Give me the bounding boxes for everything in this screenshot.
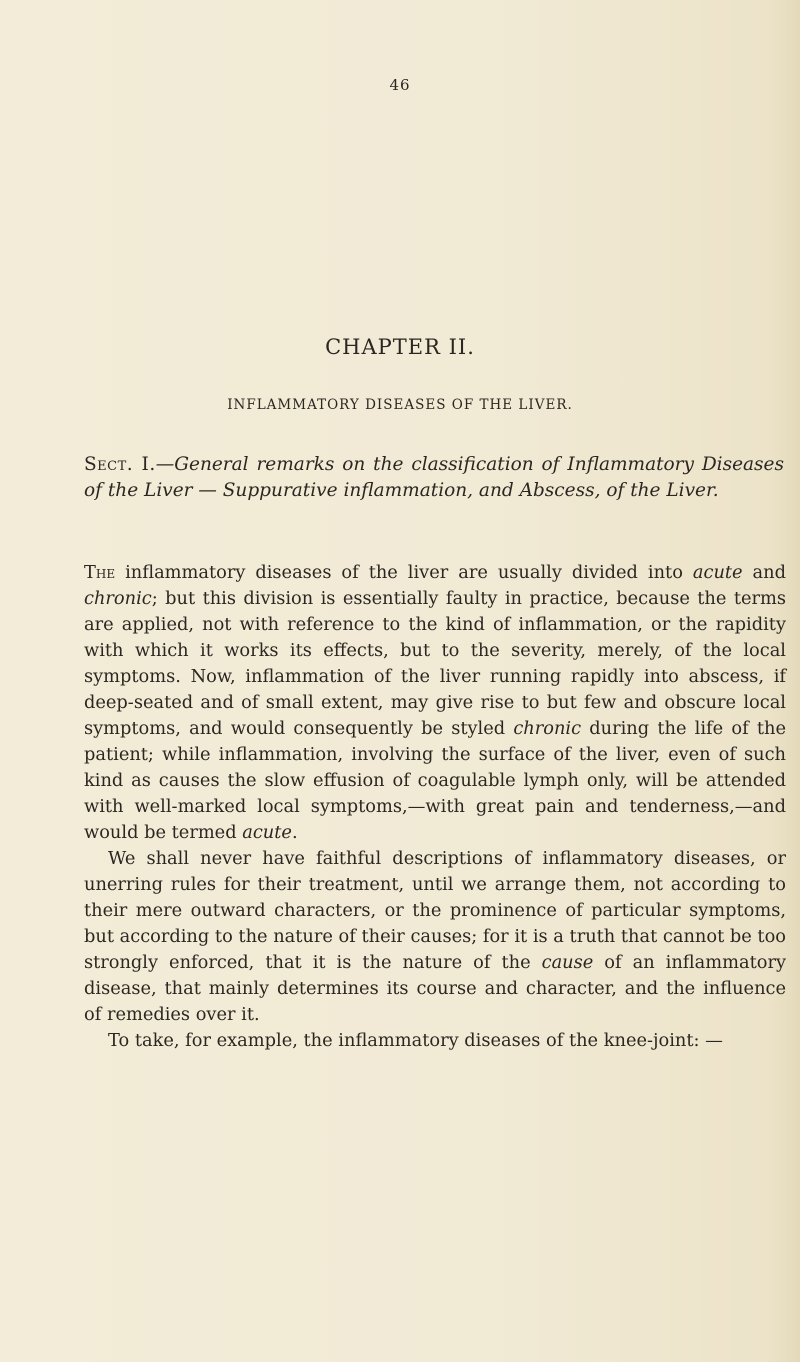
text-run: inflammatory diseases of the liver are usually divided into	[115, 562, 693, 583]
italic-run: chronic	[513, 718, 582, 739]
body-text	[84, 560, 786, 1054]
page-number: 46	[389, 76, 411, 94]
italic-run: cause	[541, 952, 594, 973]
text-run: and	[742, 562, 786, 583]
section-heading	[84, 452, 784, 504]
italic-run: acute	[242, 822, 292, 843]
text-run: We shall never have faithful descriptions of inflammatory diseases, or unerring rules for their treatment, until we arrange them, not according to their mere outward characters, or the prominence of particular symptoms, but according to the nature of their causes; for it is a truth that cannot be too strongly enforced, that it is the nature of the	[84, 848, 786, 973]
text-run: ; but this division is essentially faulty in practice, because the terms are applied, not with reference to the kind of inflammation, or the rapidity with which it works its effects, but to the severity, merely, of the local symptoms. Now, inflammation of the liver running rapidly into abscess, if deep-seated and of small extent, may give rise to but few and obscure local symptoms, and would consequently be styled	[84, 588, 786, 739]
text-run: .	[291, 822, 298, 843]
lead-word: The	[84, 562, 116, 583]
paragraph-1	[84, 560, 786, 846]
chapter-subtitle: INFLAMMATORY DISEASES OF THE LIVER.	[227, 397, 573, 413]
italic-run: chronic	[84, 588, 152, 609]
section-dash: —	[155, 454, 175, 475]
paragraph-2	[84, 846, 786, 1028]
text-run: To take, for example, the inflammatory diseases of the knee-joint: —	[108, 1030, 723, 1051]
text-run: during the life of the patient; while inflammation, involving the surface of the liver, even of such kind as causes the slow effusion of coagulable lymph only, will be attended with well-marked local symptoms,—with great pain and tenderness,—and would be termed	[84, 718, 786, 843]
text-run: of an inflammatory disease, that mainly determines its course and character, and the influence of remedies over it.	[84, 952, 786, 1025]
section-title: General remarks on the classification of Inflammatory Diseases of the Liver — Suppurative inflammation, and Abscess, of the Liver.	[84, 454, 784, 501]
italic-run: acute	[692, 562, 743, 583]
section-label: Sect. I.	[84, 454, 156, 475]
paragraph-3	[84, 1028, 786, 1054]
chapter-title: CHAPTER II.	[325, 335, 475, 359]
